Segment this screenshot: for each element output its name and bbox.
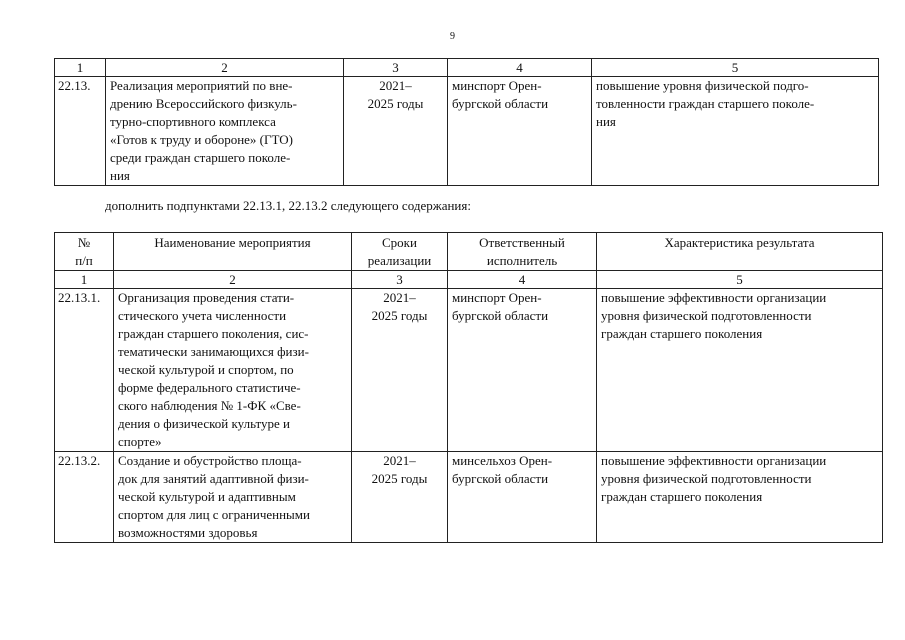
column-number: 5 <box>597 271 883 289</box>
table-row <box>55 289 883 452</box>
header-line: п/п <box>75 253 93 268</box>
text-line: спортом для лиц с ограниченными <box>118 507 310 522</box>
text-line: повышение эффективности организации <box>601 453 827 468</box>
header-number <box>55 233 114 271</box>
column-number: 3 <box>352 271 448 289</box>
text-line: возможностями здоровья <box>118 525 258 540</box>
item-number: 22.13.2. <box>55 452 114 543</box>
header-result <box>597 233 883 271</box>
text-line: стического учета численности <box>118 308 287 323</box>
measure-name <box>114 289 352 452</box>
column-number-row <box>55 271 883 289</box>
column-number: 5 <box>592 59 879 77</box>
header-line: исполнитель <box>486 253 558 268</box>
text-line: «Готов к труду и обороне» (ГТО) <box>110 132 294 147</box>
text-line: ского наблюдения № 1-ФК «Све- <box>118 398 301 413</box>
text-line: 2025 годы <box>371 308 428 323</box>
header-line: Сроки <box>382 235 417 250</box>
result-characteristic <box>597 452 883 543</box>
result-characteristic <box>597 289 883 452</box>
text-line: 2021– <box>379 78 412 93</box>
header-period <box>352 233 448 271</box>
header-line: Наименование мероприятия <box>154 235 311 250</box>
text-line: граждан старшего поколения, сис- <box>118 326 309 341</box>
header-line: № <box>77 235 91 250</box>
implementation-period <box>352 452 448 543</box>
text-line: товленности граждан старшего поколе- <box>596 96 815 111</box>
implementation-period <box>344 77 448 186</box>
text-line: бургской области <box>452 471 549 486</box>
text-line: ческой культурой и спортом, по <box>118 362 294 377</box>
text-line: ния <box>596 114 616 129</box>
text-line: спорте» <box>118 434 162 449</box>
table-row <box>55 77 879 186</box>
text-line: минспорт Орен- <box>452 78 542 93</box>
text-line: минсельхоз Орен- <box>452 453 553 468</box>
text-line: дрению Всероссийского физкуль- <box>110 96 297 111</box>
column-number: 3 <box>344 59 448 77</box>
text-line: повышение уровня физической подго- <box>596 78 809 93</box>
text-line: ния <box>110 168 130 183</box>
text-line: повышение эффективности организации <box>601 290 827 305</box>
text-line: Реализация мероприятий по вне- <box>110 78 293 93</box>
text-line: Создание и обустройство площа- <box>118 453 302 468</box>
item-number: 22.13.1. <box>55 289 114 452</box>
column-number: 1 <box>55 271 114 289</box>
text-line: дения о физической культуре и <box>118 416 290 431</box>
page-number: 9 <box>450 31 455 42</box>
program-table-existing <box>54 58 879 186</box>
text-line: среди граждан старшего поколе- <box>110 150 291 165</box>
measure-name <box>114 452 352 543</box>
header-line: реализации <box>367 253 432 268</box>
responsible-executor <box>448 289 597 452</box>
result-characteristic <box>592 77 879 186</box>
measure-name <box>106 77 344 186</box>
column-number: 2 <box>106 59 344 77</box>
text-line: бургской области <box>452 308 549 323</box>
table-row <box>55 452 883 543</box>
header-row <box>55 233 883 271</box>
column-number: 4 <box>448 59 592 77</box>
text-line: форме федерального статистиче- <box>118 380 301 395</box>
header-executor <box>448 233 597 271</box>
column-number: 4 <box>448 271 597 289</box>
column-number: 2 <box>114 271 352 289</box>
text-line: 2021– <box>383 290 416 305</box>
text-line: уровня физической подготовленности <box>601 471 812 486</box>
text-line: турно-спортивного комплекса <box>110 114 276 129</box>
implementation-period <box>352 289 448 452</box>
header-line: Характеристика результата <box>664 235 815 250</box>
text-line: тематически занимающихся физи- <box>118 344 309 359</box>
header-line: Ответственный <box>479 235 565 250</box>
text-line: уровня физической подготовленности <box>601 308 812 323</box>
text-line: 2025 годы <box>371 471 428 486</box>
text-line: док для занятий адаптивной физи- <box>118 471 309 486</box>
amendment-intro-text: дополнить подпунктами 22.13.1, 22.13.2 следующего содержания: <box>105 198 471 213</box>
program-table-additions <box>54 232 883 543</box>
text-line: минспорт Орен- <box>452 290 542 305</box>
column-number-row <box>55 59 879 77</box>
text-line: граждан старшего поколения <box>601 489 763 504</box>
text-line: ческой культурой и адаптивным <box>118 489 296 504</box>
text-line: бургской области <box>452 96 549 111</box>
text-line: 2021– <box>383 453 416 468</box>
responsible-executor <box>448 77 592 186</box>
responsible-executor <box>448 452 597 543</box>
item-number: 22.13. <box>55 77 106 186</box>
text-line: граждан старшего поколения <box>601 326 763 341</box>
text-line: Организация проведения стати- <box>118 290 295 305</box>
header-name <box>114 233 352 271</box>
text-line: 2025 годы <box>367 96 424 111</box>
column-number: 1 <box>55 59 106 77</box>
